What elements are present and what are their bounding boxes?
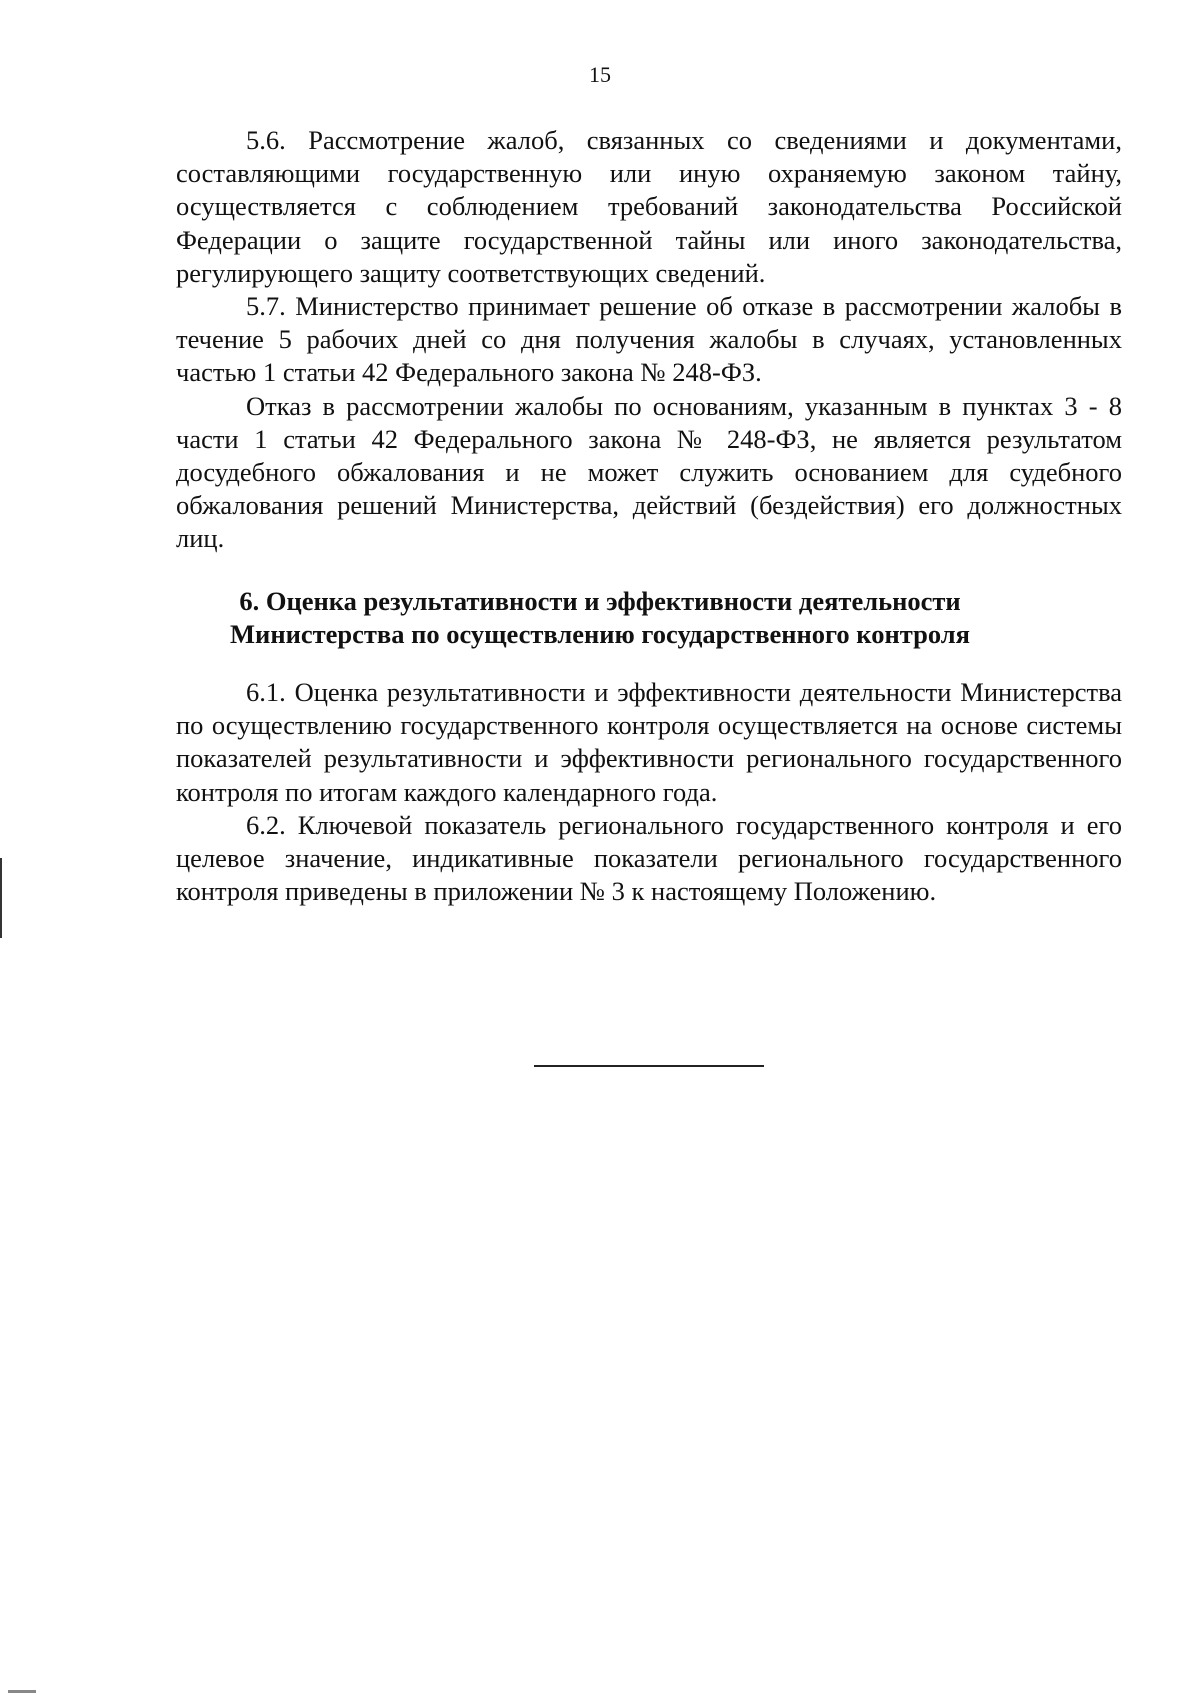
paragraph-5-7: 5.7. Министерство принимает решение об отказе в рассмотрении жалобы в течение 5 рабочих дней со дня получения жалобы в случаях, установленных частью 1 статьи 42 Федерального закона № 248-ФЗ.: [176, 291, 1122, 388]
section-6-heading-line-2: Министерства по осуществлению государственного контроля: [230, 619, 970, 650]
document-body-top: [176, 124, 1122, 556]
paragraph-6-1: 6.1. Оценка результативности и эффективности деятельности Министерства по осуществлению государственного контроля осуществляется на основе системы показателей результативности и эффективности регионального государственного контроля по итогам каждого календарного года.: [176, 677, 1122, 807]
end-of-text-rule: [534, 1065, 764, 1067]
paragraph-5-6: 5.6. Рассмотрение жалоб, связанных со сведениями и документами, составляющими государственную или иную охраняемую законом тайну, осуществляется с соблюдением требований законодательства Российской Федерации о защите государственной тайны или иного законодательства, регулирующего защиту соответствующих сведений.: [176, 125, 1122, 288]
page-number: 15: [589, 62, 611, 87]
paragraph-6-2: 6.2. Ключевой показатель регионального государственного контроля и его целевое значение, индикативные показатели регионального государственного контроля приведены в приложении № 3 к настоящему Положению.: [176, 809, 1122, 907]
paragraph-5-7-refusal: Отказ в рассмотрении жалобы по основаниям, указанным в пунктах 3 - 8 части 1 статьи 42 Федерального закона № 248-ФЗ, не является результатом досудебного обжалования и не может служить основанием для судебного обжалования решений Министерства, действий (бездействия) его должностных лиц.: [176, 390, 1122, 554]
section-6-heading-line-1: 6. Оценка результативности и эффективности деятельности: [239, 586, 961, 616]
scan-edge-mark: [0, 858, 2, 938]
document-body-bottom: [176, 676, 1122, 908]
scan-corner-mark: [8, 1690, 36, 1693]
section-6-heading: [0, 585, 1200, 651]
